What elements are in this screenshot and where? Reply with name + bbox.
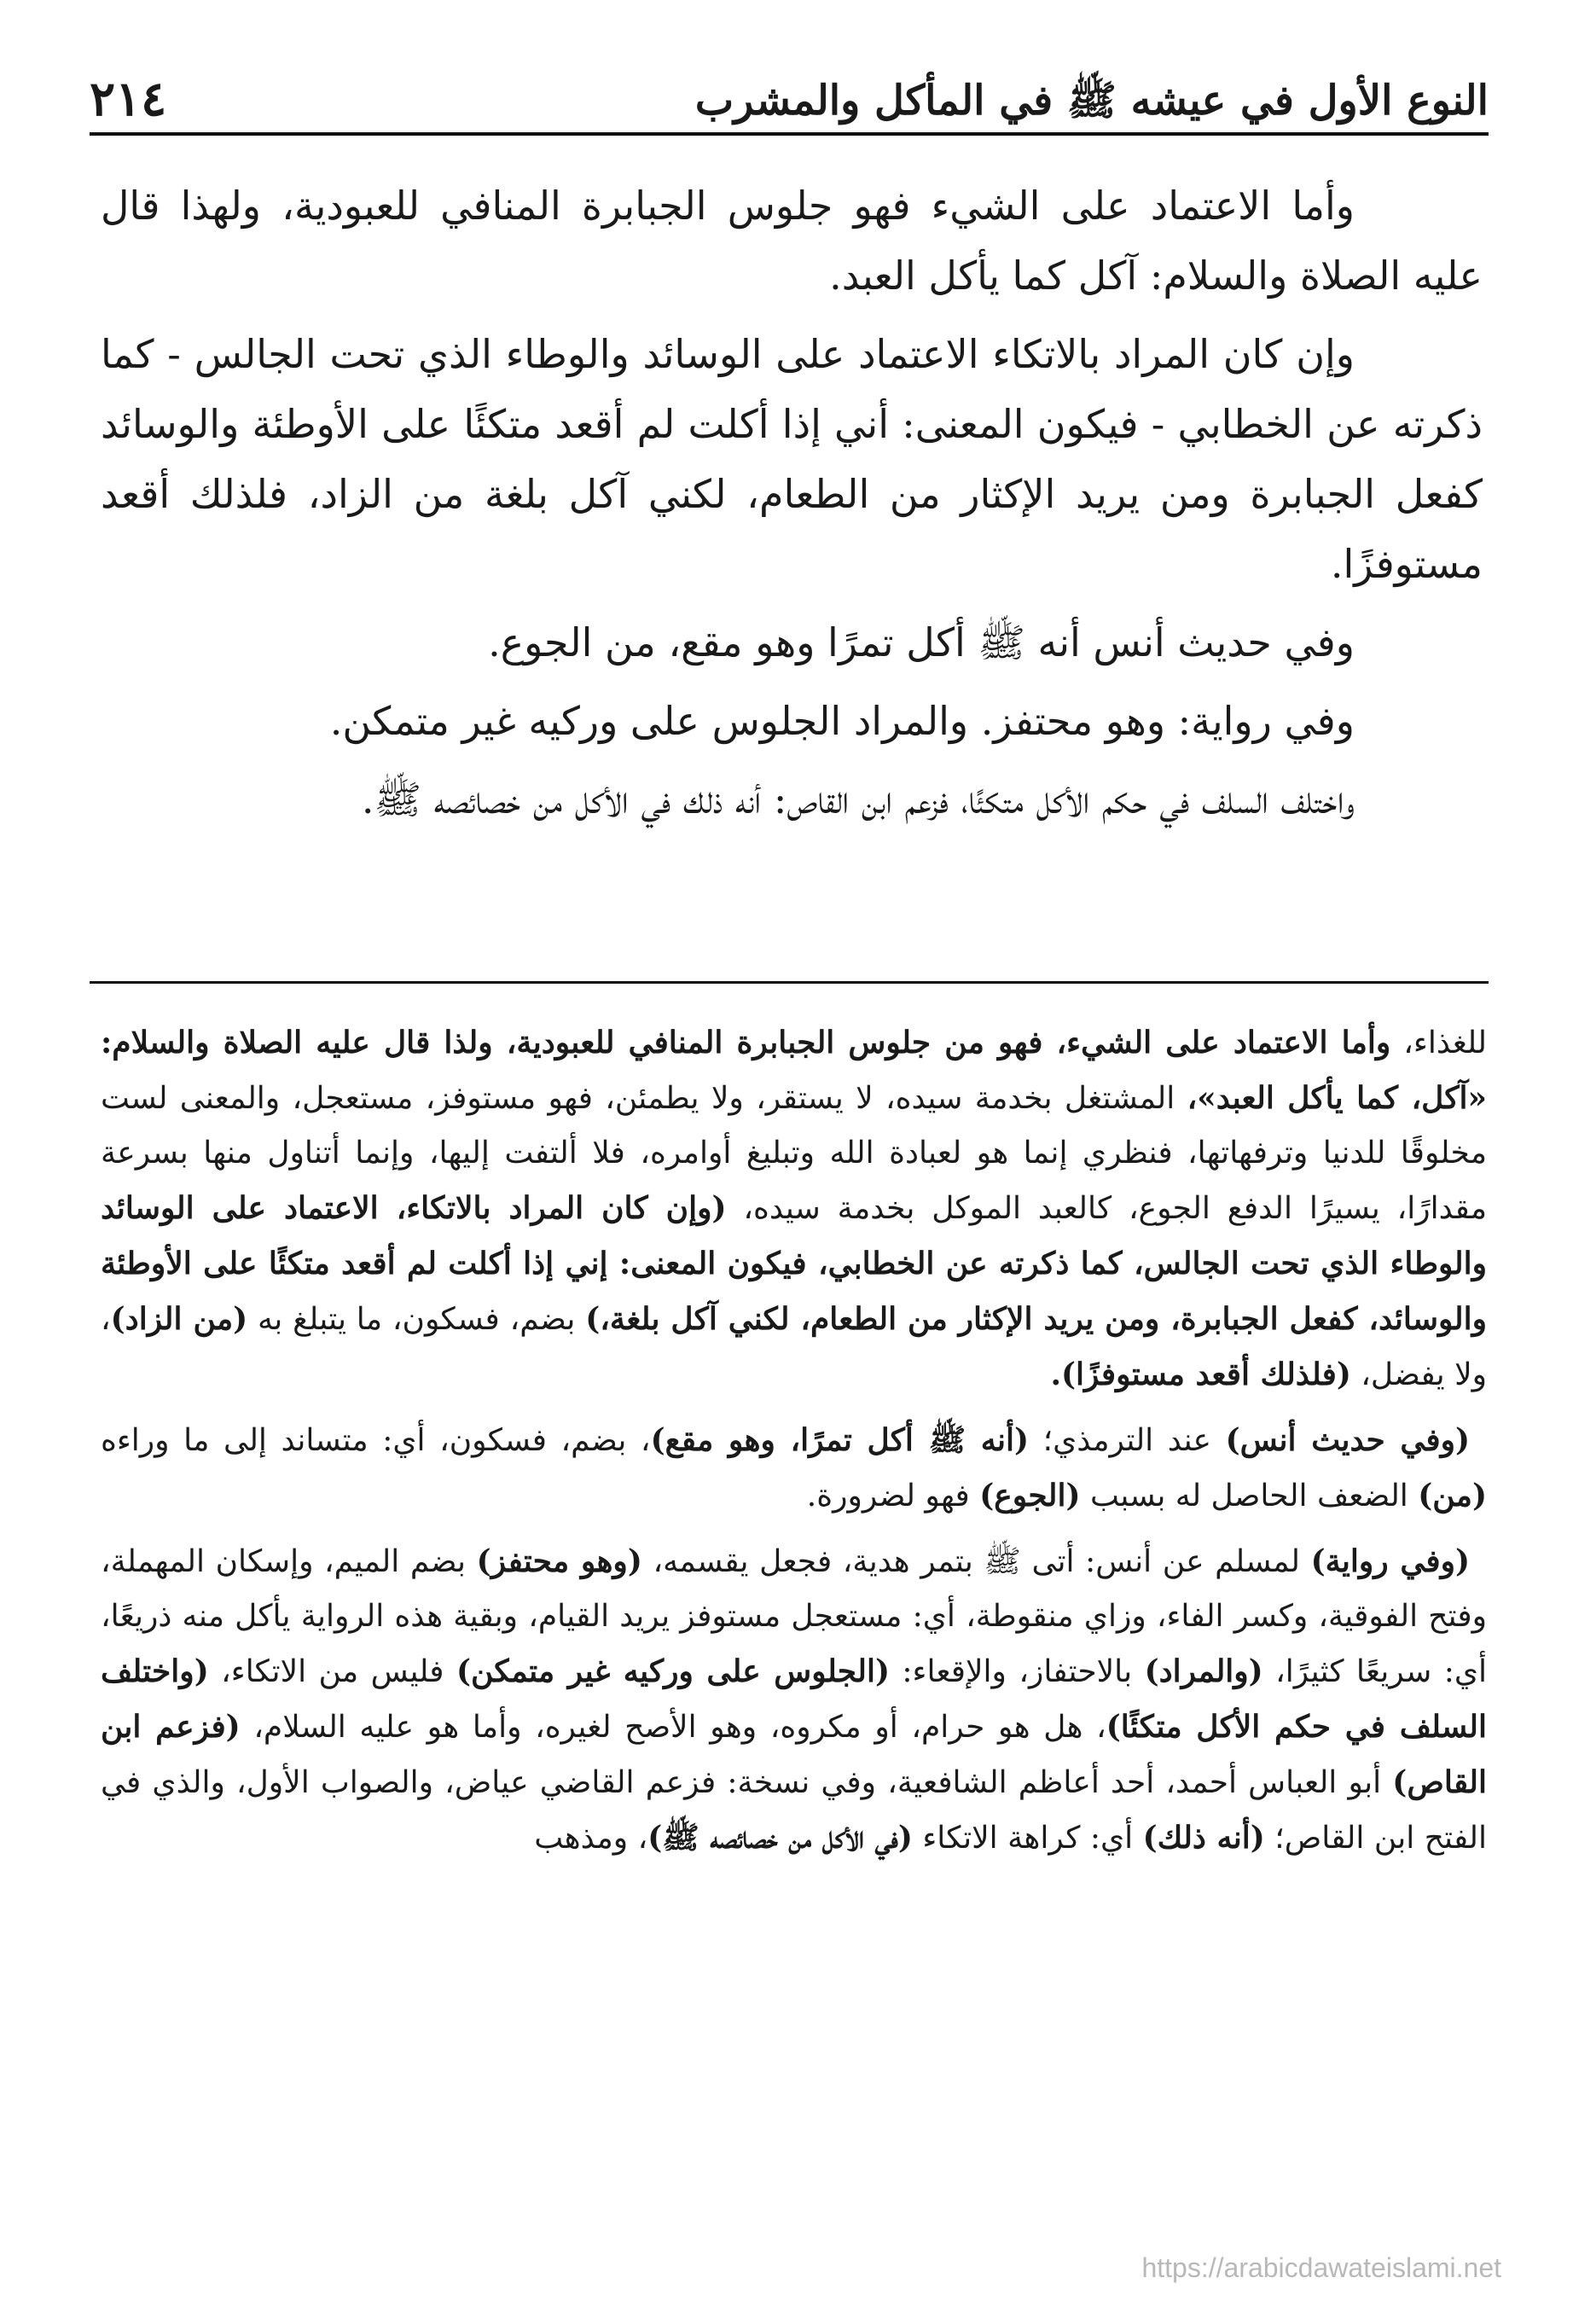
quoted-main-text: (من) — [1418, 1478, 1487, 1514]
commentary-segment: لمسلم عن أنس: أتى ﷺ بتمر هدية، فجعل يقسمه، — [641, 1544, 1311, 1579]
quoted-main-text: (من الزاد) — [110, 1301, 248, 1337]
main-text-paragraph: وإن كان المراد بالاتكاء الاعتماد على الوسائد والوطاء الذي تحت الجالس - كما ذكرته عن الخطابي - فيكون المعنى: أني إذا أكلت لم أقعد متكئًا على الأوطئة والوسائد كفعل الجبابرة ومن يريد الإكثار من الطعام، لكني آكل بلغة من الزاد، فلذلك أقعد مستوفزًا. — [101, 331, 1483, 587]
website-watermark: https://arabicdawateislami.net — [1141, 2252, 1501, 2283]
commentary-segment: بضم الميم، وإسكان المهملة، وفتح الفوقية، وكسر الفاء، وزاي منقوطة، أي: مستعجل مستوفز يريد القيام، وبقية هذه الرواية يأكل منه ذريعًا، أي: سريعًا كثيرًا، — [101, 1544, 1488, 1689]
commentary-segment: فهو لضرورة. — [806, 1479, 980, 1514]
main-text-paragraph: واختلف السلف في حكم الأكل متكئًا، فزعم ابن القاص: أنه ذلك في الأكل من خصائصه ﷺ. — [361, 776, 1355, 822]
quoted-main-text: (الجلوس على وركيه غير متمكن) — [456, 1653, 890, 1689]
main-text-paragraph: وفي حديث أنس أنه ﷺ أكل تمرًا وهو مقع، من الجوع. — [488, 619, 1355, 665]
commentary-segment: ، ومذهب — [534, 1821, 648, 1856]
quoted-main-text: (أنه ذلك) — [1142, 1820, 1265, 1856]
commentary-segment: للغذاء، — [1390, 1025, 1487, 1060]
quoted-main-text: (وفي حديث أنس) — [1225, 1422, 1471, 1458]
quoted-main-text: (الجوع) — [979, 1478, 1081, 1514]
page-number: ٢١٤ — [90, 71, 167, 127]
commentary-segment: ، بضم، فسكون، أي: متساند إلى ما وراءه — [101, 1423, 651, 1458]
main-text-paragraph: وأما الاعتماد على الشيء فهو جلوس الجبابرة المنافي للعبودية، ولهذا قال عليه الصلاة والسلام: آكل كما يأكل العبد. — [101, 183, 1483, 299]
quoted-main-text: (وفي رواية) — [1310, 1543, 1471, 1579]
commentary-segment: أي: كراهة الاتكاء — [912, 1821, 1143, 1856]
main-text-paragraph: وفي رواية: وهو محتفز. والمراد الجلوس على وركيه غير متمكن. — [329, 698, 1355, 744]
quoted-main-text: (أنه ﷺ أكل تمرًا، وهو مقع) — [650, 1422, 1030, 1458]
commentary-segment: بالاحتفاز، والإقعاء: — [889, 1654, 1145, 1689]
commentary-segment: ، ولا يفضل، — [101, 1302, 1487, 1392]
commentary-paragraph — [101, 1534, 1487, 1866]
commentary-segment: المشتغل بخدمة سيده، لا يستقر، ولا يطمئن، فهو مستوفز، مستعجل، والمعنى لست مخلوقًا للدنيا وترفهاتها، فنظري إنما هو لعبادة الله وتبليغ أوامره، فلا ألتفت إليها، وإنما أتناول منها بسرعة مقدارًا، يسيرًا الدفع الجوع، كالعبد الموكل بخدمة سيده، — [101, 1081, 1487, 1226]
commentary-segment: الضعف الحاصل له بسبب — [1080, 1479, 1419, 1514]
commentary-paragraph — [101, 1413, 1487, 1524]
running-title: النوع الأول في عيشه ﷺ في المأكل والمشرب — [694, 77, 1489, 125]
main-text — [101, 171, 1483, 843]
quoted-main-text: (واختلف السلف في حكم الأكل متكئًا) — [101, 1653, 1487, 1745]
header-rule — [90, 132, 1489, 136]
commentary-segment: بضم، فسكون، ما يتبلغ به — [247, 1302, 586, 1337]
commentary-segment: عند الترمذي؛ — [1029, 1423, 1226, 1458]
commentary-divider — [90, 981, 1489, 984]
quoted-main-text: (فزعم ابن القاص) — [101, 1709, 1488, 1800]
commentary-paragraph — [101, 1015, 1487, 1403]
commentary-segment: أبو العباس أحمد، أحد أعاظم الشافعية، وفي نسخة: فزعم القاضي عياض، والصواب الأول، والذي في الفتح ابن القاص؛ — [101, 1765, 1487, 1856]
quoted-main-text: (وهو محتفز) — [476, 1543, 642, 1579]
quoted-main-text: وأما الاعتماد على الشيء، فهو من جلوس الجبابرة المنافي للعبودية، ولذا قال عليه الصلاة والسلام: «آكل، كما يأكل العبد»، — [101, 1025, 1487, 1116]
page-header — [90, 53, 1489, 130]
commentary-segment: ، هل هو حرام، أو مكروه، وهو الأصح لغيره، وأما هو عليه السلام، — [240, 1710, 1106, 1745]
quoted-main-text: (في الأكل من خصائصه ﷺ) — [647, 1820, 913, 1856]
quoted-main-text: (والمراد) — [1144, 1653, 1263, 1689]
commentary-segment: فليس من الاتكاء، — [208, 1654, 456, 1689]
commentary-text — [101, 1015, 1487, 1876]
quoted-main-text: (وإن كان المراد بالاتكاء، الاعتماد على الوسائد والوطاء الذي تحت الجالس، كما ذكرته عن الخطابي، فيكون المعنى: إني إذا أكلت لم أقعد متكئًا على الأوطئة والوسائد، كفعل الجبابرة، ومن يريد الإكثار من الطعام، لكني آكل بلغة،) — [101, 1190, 1488, 1337]
quoted-main-text: (فلذلك أقعد مستوفزًا). — [1050, 1357, 1351, 1392]
